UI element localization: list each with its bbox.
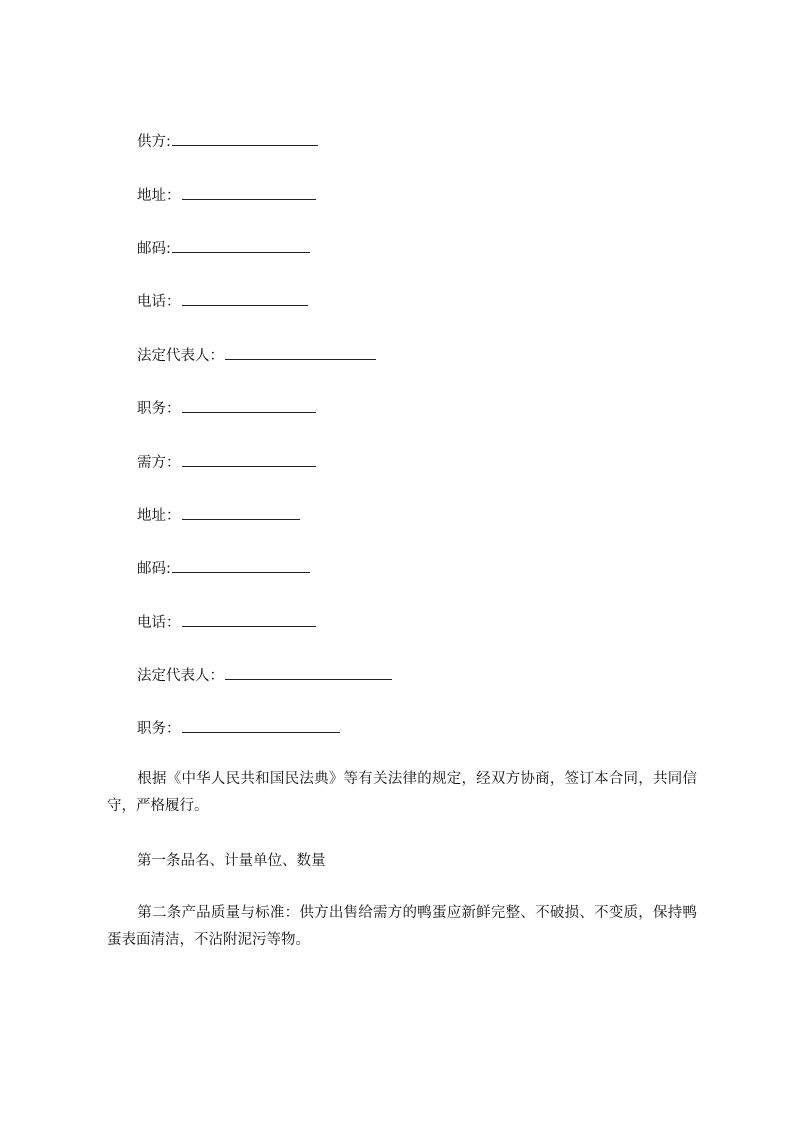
buyer-party-blank[interactable] (182, 452, 316, 467)
supplier-position-label: 职务： (137, 401, 181, 417)
supplier-phone-blank[interactable] (182, 291, 308, 306)
supplier-postcode-label: 邮码: (137, 241, 171, 257)
supplier-legal-rep-label: 法定代表人： (137, 348, 224, 364)
buyer-position-blank[interactable] (182, 718, 340, 733)
buyer-phone-label: 电话： (137, 615, 181, 631)
supplier-phone-field (137, 291, 308, 312)
supplier-postcode-field (137, 238, 310, 259)
article-2-paragraph (107, 900, 697, 954)
buyer-phone-blank[interactable] (182, 612, 316, 627)
buyer-position-field (137, 718, 340, 739)
supplier-party-label: 供方: (137, 134, 171, 150)
buyer-address-field (137, 505, 300, 526)
intro-paragraph (107, 766, 697, 820)
buyer-party-field (137, 452, 316, 473)
buyer-postcode-label: 邮码: (137, 561, 171, 577)
supplier-legal-rep-blank[interactable] (225, 345, 376, 360)
supplier-position-blank[interactable] (182, 398, 316, 413)
buyer-postcode-field (137, 558, 310, 579)
buyer-party-label: 需方： (137, 455, 181, 471)
article-2-text: 第二条产品质量与标准：供方出售给需方的鸭蛋应新鲜完整、不破损、不变质，保持鸭蛋表面清洁，不沾附泥污等物。 (107, 905, 697, 948)
supplier-legal-rep-field (137, 345, 376, 366)
intro-text: 根据《中华人民共和国民法典》等有关法律的规定，经双方协商，签订本合同，共同信守，严格履行。 (107, 771, 697, 814)
supplier-party-field (137, 131, 318, 152)
supplier-postcode-blank[interactable] (172, 238, 310, 253)
article-1-heading: 第一条品名、计量单位、数量 (137, 853, 326, 869)
supplier-address-field (137, 185, 316, 206)
supplier-party-blank[interactable] (172, 131, 318, 146)
buyer-legal-rep-field (137, 665, 392, 686)
supplier-address-blank[interactable] (182, 185, 316, 200)
buyer-legal-rep-label: 法定代表人： (137, 668, 224, 684)
buyer-legal-rep-blank[interactable] (225, 665, 392, 680)
supplier-position-field (137, 398, 316, 419)
supplier-phone-label: 电话： (137, 294, 181, 310)
buyer-postcode-blank[interactable] (172, 558, 310, 573)
supplier-address-label: 地址： (137, 188, 181, 204)
buyer-address-label: 地址： (137, 508, 181, 524)
buyer-address-blank[interactable] (182, 505, 300, 520)
buyer-position-label: 职务： (137, 721, 181, 737)
buyer-phone-field (137, 612, 316, 633)
